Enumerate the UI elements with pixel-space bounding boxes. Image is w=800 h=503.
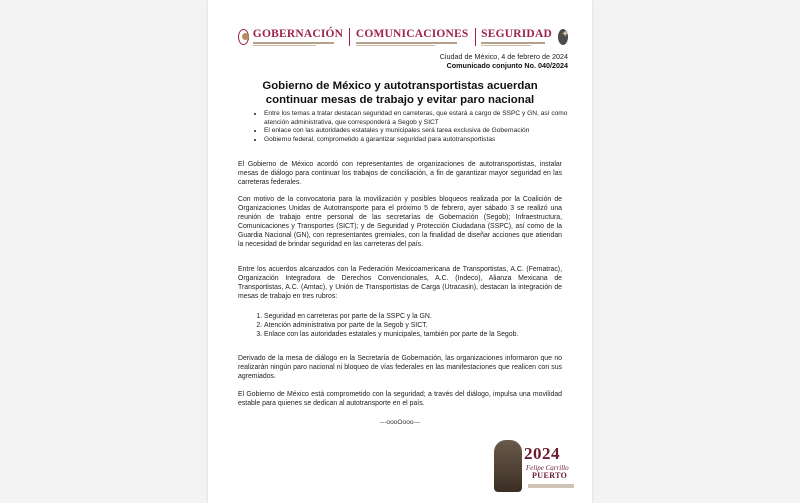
paragraph: El Gobierno de México está comprometido con la seguridad; a través del diálogo, impulsa una movilidad estable para quienes se dedican al autotransporte en el país. (238, 391, 562, 407)
guardia-nacional-emblem-icon (558, 29, 568, 45)
agreements-list (252, 313, 574, 340)
org-name: SEGURIDAD (481, 28, 552, 40)
org-subtitle-line (481, 42, 545, 44)
felipe-carrillo-puerto-logo (494, 440, 584, 498)
communique-number: Comunicado conjunto No. 040/2024 (446, 61, 568, 70)
paragraph: Entre los acuerdos alcanzados con la Federación Mexicoamericana de Transportistas, A.C. (Fematrac), Organización Integradora de Derechos Convencionales, A.C. (Indeco), Alianza Mexicana de Transportistas, A.C. (Amtac), y Unión de Transportistas de Carga (Utracasin), destacan la integración de mesas de trabajo en tres rubros: (238, 266, 562, 300)
bullet-item: • Entre los temas a tratar destacan seguridad en carreteras, que estará a cargo de SSPC y GN, así como atención administrativa, que corresponderá a Segob y SICT (264, 110, 574, 127)
paragraph: Con motivo de la convocatoria para la movilización y posibles bloqueos realizada por la Coalición de Organizaciones Unidas de Autotransporte para el próximo 5 de febrero, ayer sábado 3 se realizó una reunión de trabajo entre personal de las secretarías de Gobernación (Segob); Infraestructura, Comunicaciones y Transportes (SICT); y de Seguridad y Protección Ciudadana (SSPC), así como de la Guardia Nacional (GN), con representantes gremiales, con la finalidad de diseñar acciones que atiendan la necesidad de brindar seguridad en las carreteras del país. (238, 196, 562, 248)
national-seal-icon (238, 29, 249, 45)
place-date: Ciudad de México, 4 de febrero de 2024 (439, 52, 568, 61)
bullet-item: • El enlace con las autoridades estatales y municipales será tarea exclusiva de Gobernación (264, 127, 574, 136)
numbered-item: 1. Seguridad en carreteras por parte de la SSPC y la GN. (264, 313, 574, 322)
org-comunicaciones (356, 28, 469, 46)
org-subtitle-line (356, 42, 457, 44)
logo-last-name: PUERTO (532, 471, 568, 480)
org-gobernacion (253, 28, 343, 46)
paragraph: Derivado de la mesa de diálogo en la Secretaría de Gobernación, las organizaciones informaron que no realizarán ningún paro nacional ni bloqueo de vías federales en las manifestaciones que realicen con sus agremiados. (238, 355, 562, 380)
header-divider (475, 28, 476, 46)
bullet-item: • Gobierno federal, comprometido a garantizar seguridad para autotransportistas (264, 136, 574, 145)
header-divider (349, 28, 350, 46)
org-name: GOBERNACIÓN (252, 28, 344, 40)
org-name: COMUNICACIONES (355, 28, 469, 40)
closing-mark: ---oooOooo--- (379, 419, 421, 426)
org-subtitle-line (481, 45, 531, 47)
numbered-item: 2. Atención administrativa por parte de la Segob y SICT. (264, 322, 574, 331)
logo-year: 2024 (524, 444, 560, 463)
org-subtitle-line (356, 45, 435, 47)
government-header (238, 26, 568, 48)
title-line: continuar mesas de trabajo y evitar paro nacional (265, 94, 535, 106)
document-title (238, 79, 562, 107)
org-subtitle-line (253, 42, 334, 44)
title-line: Gobierno de México y autotransportistas acuerdan (262, 80, 538, 92)
logo-subtitle-bar (528, 484, 574, 488)
org-seguridad (481, 28, 552, 46)
document-page (208, 0, 592, 503)
portrait-icon (494, 440, 522, 492)
numbered-item: 3. Enlace con las autoridades estatales y municipales, también por parte de la Segob. (264, 331, 574, 340)
summary-bullets (254, 110, 574, 144)
org-subtitle-line (253, 45, 316, 47)
logo-first-name: Felipe Carrillo (526, 464, 569, 472)
paragraph: El Gobierno de México acordó con representantes de organizaciones de autotransportistas, instalar mesas de diálogo para continuar los trabajos de conciliación, a fin de garantizar mayor seguridad en las carreteras federales. (238, 161, 562, 186)
